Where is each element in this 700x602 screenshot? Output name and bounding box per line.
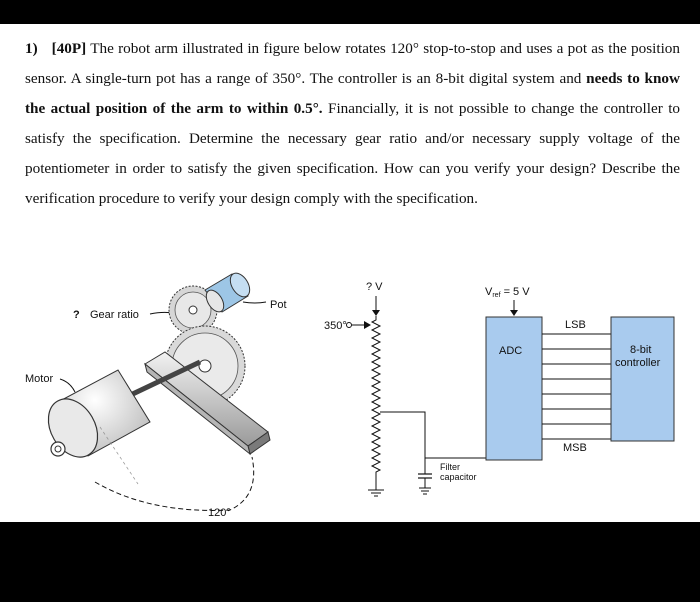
data-bus	[542, 334, 611, 439]
adc-block	[486, 317, 542, 460]
controller-block	[611, 317, 674, 441]
pot-label: Pot	[270, 299, 287, 311]
vref-arrow-icon	[510, 310, 518, 316]
adc-label: ADC	[499, 345, 523, 357]
problem-number: 1)	[25, 40, 38, 57]
lsb-label: LSB	[565, 319, 586, 331]
filter-label-2: capacitor	[440, 472, 477, 482]
gear-ratio-label: Gear ratio	[90, 309, 139, 321]
robot-arm-figure	[0, 252, 700, 520]
msb-label: MSB	[563, 442, 587, 454]
rotation-arc	[95, 457, 254, 510]
controller-label-1: 8-bit	[630, 344, 652, 356]
supply-arrow-icon	[372, 310, 380, 316]
wiper-terminal	[347, 323, 352, 328]
motor-label: Motor	[25, 373, 54, 385]
vref-label: Vref = 5 V	[485, 286, 530, 299]
potentiometer-resistor	[372, 316, 380, 490]
supply-voltage-label: ? V	[366, 281, 383, 293]
signal-wire	[380, 412, 425, 458]
ground-icon	[368, 490, 384, 496]
figure-svg	[0, 252, 700, 520]
problem-text-2: Financially, it is not possible to change the controller to satisfy the specification. Determine the necessary gear ratio and/or necessary supply voltage of the potentiometer in order to satisfy the given specification. How can you verify your design? Describe the verification procedure to verify your design comply with the specification.	[25, 100, 681, 207]
motor-leader	[60, 379, 75, 392]
gear-ratio-question: ?	[73, 309, 80, 321]
filter-label-1: Filter	[440, 462, 460, 472]
problem-text-1: The robot arm illustrated in figure below rotates 120° stop-to-stop and uses a pot as the position sensor. A single-turn pot has a range of 350°. The controller is an 8-bit digital system and	[25, 40, 680, 87]
arm-angle-label: 120°	[208, 507, 231, 519]
pot-range-label: 350°	[324, 320, 347, 332]
motor-icon	[38, 370, 150, 466]
wiper-arrow-icon	[364, 321, 371, 329]
document-page	[0, 24, 700, 522]
filter-capacitor-icon	[418, 458, 432, 494]
controller-label-2: controller	[615, 357, 661, 369]
problem-statement	[25, 34, 680, 214]
problem-text-bold: needs to know the actual position of the arm to within 0.5°.	[25, 70, 680, 117]
pot-leader	[243, 302, 266, 303]
problem-points: [40P]	[51, 40, 87, 57]
